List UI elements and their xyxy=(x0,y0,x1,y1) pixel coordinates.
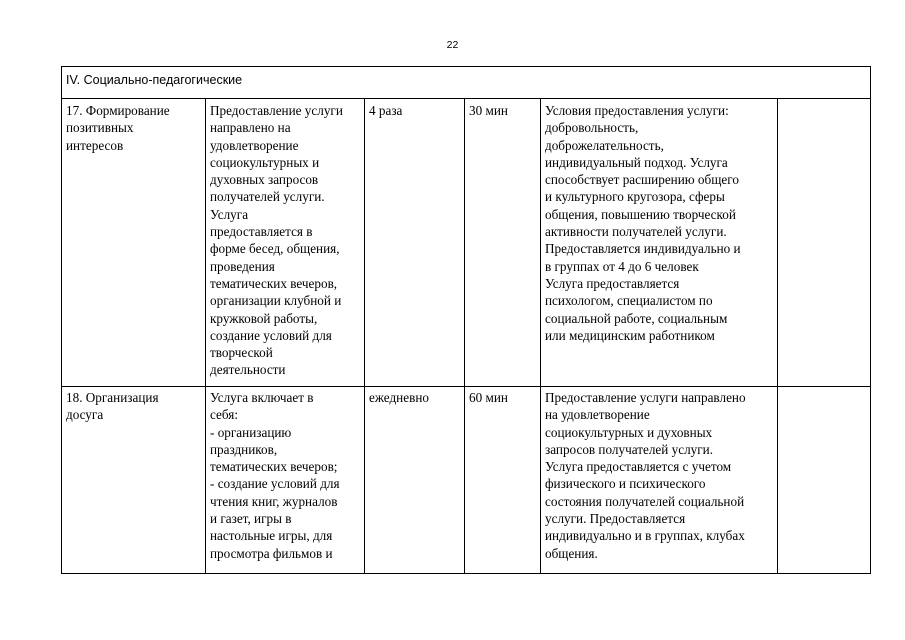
frequency-cell: 4 раза xyxy=(365,99,465,387)
service-description-cell: Предоставление услуги направлено на удовлетворение социокультурных и духовных запросов получателей услуги. Услуга предоставляется в форме бесед, общения, проведения тематических вечеров, организации клубной и кружковой работы, создание условий для творческой деятельности xyxy=(206,99,365,387)
conditions-cell: Условия предоставления услуги: добровольность, доброжелательность, индивидуальный подход. Услуга способствует расширению общего и культурного кругозора, сферы общения, повышению творческой активности получателей услуги. Предоставляется индивидуально и в группах от 4 до 6 человек Услуга предоставляется психологом, специалистом по социальной работе, социальным или медицинским работником xyxy=(541,99,778,387)
section-header-row xyxy=(62,67,871,99)
page-number: 22 xyxy=(446,39,459,51)
services-table xyxy=(61,66,871,574)
table-row xyxy=(62,387,871,574)
service-name-cell: 18. Организация досуга xyxy=(62,387,206,574)
service-name-cell: 17. Формирование позитивных интересов xyxy=(62,99,206,387)
conditions-cell: Предоставление услуги направлено на удовлетворение социокультурных и духовных запросов получателей услуги. Услуга предоставляется с учетом физического и психического состояния получателей социальной услуги. Предоставляется индивидуально и в группах, клубах общения. xyxy=(541,387,778,574)
frequency-cell: ежедневно xyxy=(365,387,465,574)
duration-cell: 30 мин xyxy=(465,99,541,387)
table-row xyxy=(62,99,871,387)
section-header: IV. Социально-педагогические xyxy=(62,67,871,99)
duration-cell: 60 мин xyxy=(465,387,541,574)
empty-cell xyxy=(778,99,871,387)
service-description-cell: Услуга включает в себя: - организацию праздников, тематических вечеров; - создание условий для чтения книг, журналов и газет, игры в настольные игры, для просмотра фильмов и xyxy=(206,387,365,574)
empty-cell xyxy=(778,387,871,574)
